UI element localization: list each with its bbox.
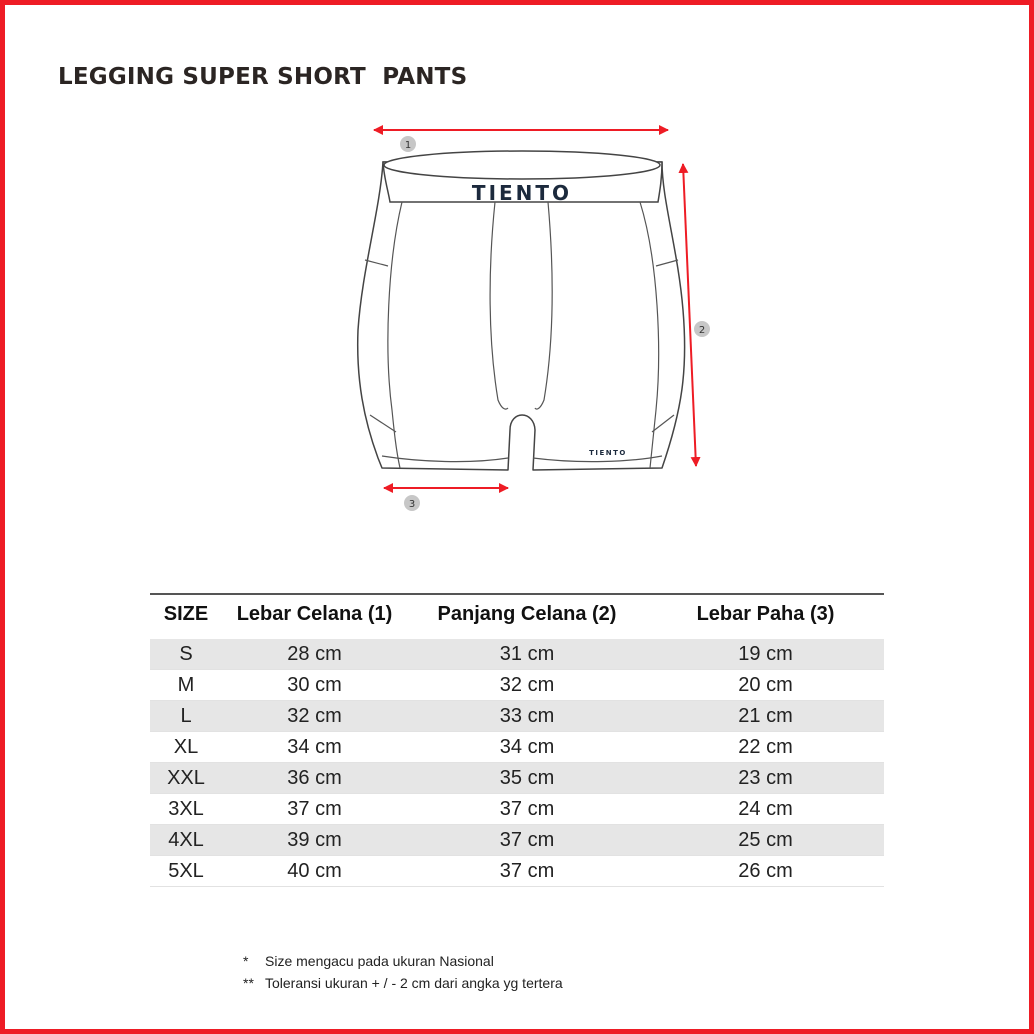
cell-panjang-celana: 35 cm	[407, 763, 647, 794]
cell-lebar-celana: 34 cm	[222, 732, 407, 763]
footnote-mark: **	[243, 975, 254, 991]
marker-3-badge	[404, 495, 420, 511]
cell-lebar-paha: 19 cm	[647, 636, 884, 670]
cell-size: M	[150, 670, 222, 701]
cell-size: 5XL	[150, 856, 222, 887]
footnotes	[243, 950, 563, 994]
table-row	[150, 670, 884, 701]
table-header-row	[150, 594, 884, 636]
cell-panjang-celana: 32 cm	[407, 670, 647, 701]
cell-size: 3XL	[150, 794, 222, 825]
cell-lebar-paha: 21 cm	[647, 701, 884, 732]
cell-lebar-paha: 23 cm	[647, 763, 884, 794]
cell-lebar-celana: 36 cm	[222, 763, 407, 794]
table-row	[150, 794, 884, 825]
header-lebar-paha: Lebar Paha (3)	[647, 594, 884, 636]
header-size: SIZE	[150, 594, 222, 636]
waistband-brand: TIENTO	[471, 181, 573, 205]
marker-1-badge	[400, 136, 416, 152]
cell-panjang-celana: 34 cm	[407, 732, 647, 763]
cell-lebar-celana: 30 cm	[222, 670, 407, 701]
svg-text:2: 2	[698, 325, 706, 336]
footnote-mark: *	[243, 953, 249, 969]
cell-lebar-paha: 22 cm	[647, 732, 884, 763]
table-row	[150, 732, 884, 763]
table-row	[150, 763, 884, 794]
cell-lebar-paha: 24 cm	[647, 794, 884, 825]
header-panjang-celana: Panjang Celana (2)	[407, 594, 647, 636]
shorts-illustration	[340, 110, 720, 520]
cell-panjang-celana: 37 cm	[407, 794, 647, 825]
cell-lebar-paha: 20 cm	[647, 670, 884, 701]
cell-size: L	[150, 701, 222, 732]
cell-lebar-paha: 25 cm	[647, 825, 884, 856]
cell-lebar-paha: 26 cm	[647, 856, 884, 887]
footnote-item	[243, 950, 563, 972]
table-row	[150, 701, 884, 732]
cell-size: 4XL	[150, 825, 222, 856]
page-title: LEGGING SUPER SHORT PANTS	[58, 64, 468, 90]
table-row	[150, 856, 884, 887]
shorts-diagram	[340, 110, 720, 520]
header-lebar-celana: Lebar Celana (1)	[222, 594, 407, 636]
cell-panjang-celana: 37 cm	[407, 825, 647, 856]
cell-lebar-celana: 37 cm	[222, 794, 407, 825]
footnote-text: Toleransi ukuran + / - 2 cm dari angka yg tertera	[265, 975, 563, 991]
footnote-text: Size mengacu pada ukuran Nasional	[265, 953, 494, 969]
size-table-container	[150, 593, 884, 887]
cell-size: S	[150, 636, 222, 670]
cell-lebar-celana: 28 cm	[222, 636, 407, 670]
cell-size: XXL	[150, 763, 222, 794]
leg-brand: TIENTO	[589, 449, 627, 457]
table-row	[150, 825, 884, 856]
shorts-outline	[358, 162, 685, 470]
size-chart-table	[150, 593, 884, 887]
cell-lebar-celana: 40 cm	[222, 856, 407, 887]
footnote-item	[243, 972, 563, 994]
cell-panjang-celana: 33 cm	[407, 701, 647, 732]
length-arrow	[683, 164, 696, 466]
cell-panjang-celana: 31 cm	[407, 636, 647, 670]
svg-text:1: 1	[404, 140, 412, 151]
cell-size: XL	[150, 732, 222, 763]
cell-lebar-celana: 32 cm	[222, 701, 407, 732]
cell-lebar-celana: 39 cm	[222, 825, 407, 856]
marker-2-badge	[694, 321, 710, 337]
svg-text:3: 3	[408, 499, 416, 510]
cell-panjang-celana: 37 cm	[407, 856, 647, 887]
table-row	[150, 636, 884, 670]
